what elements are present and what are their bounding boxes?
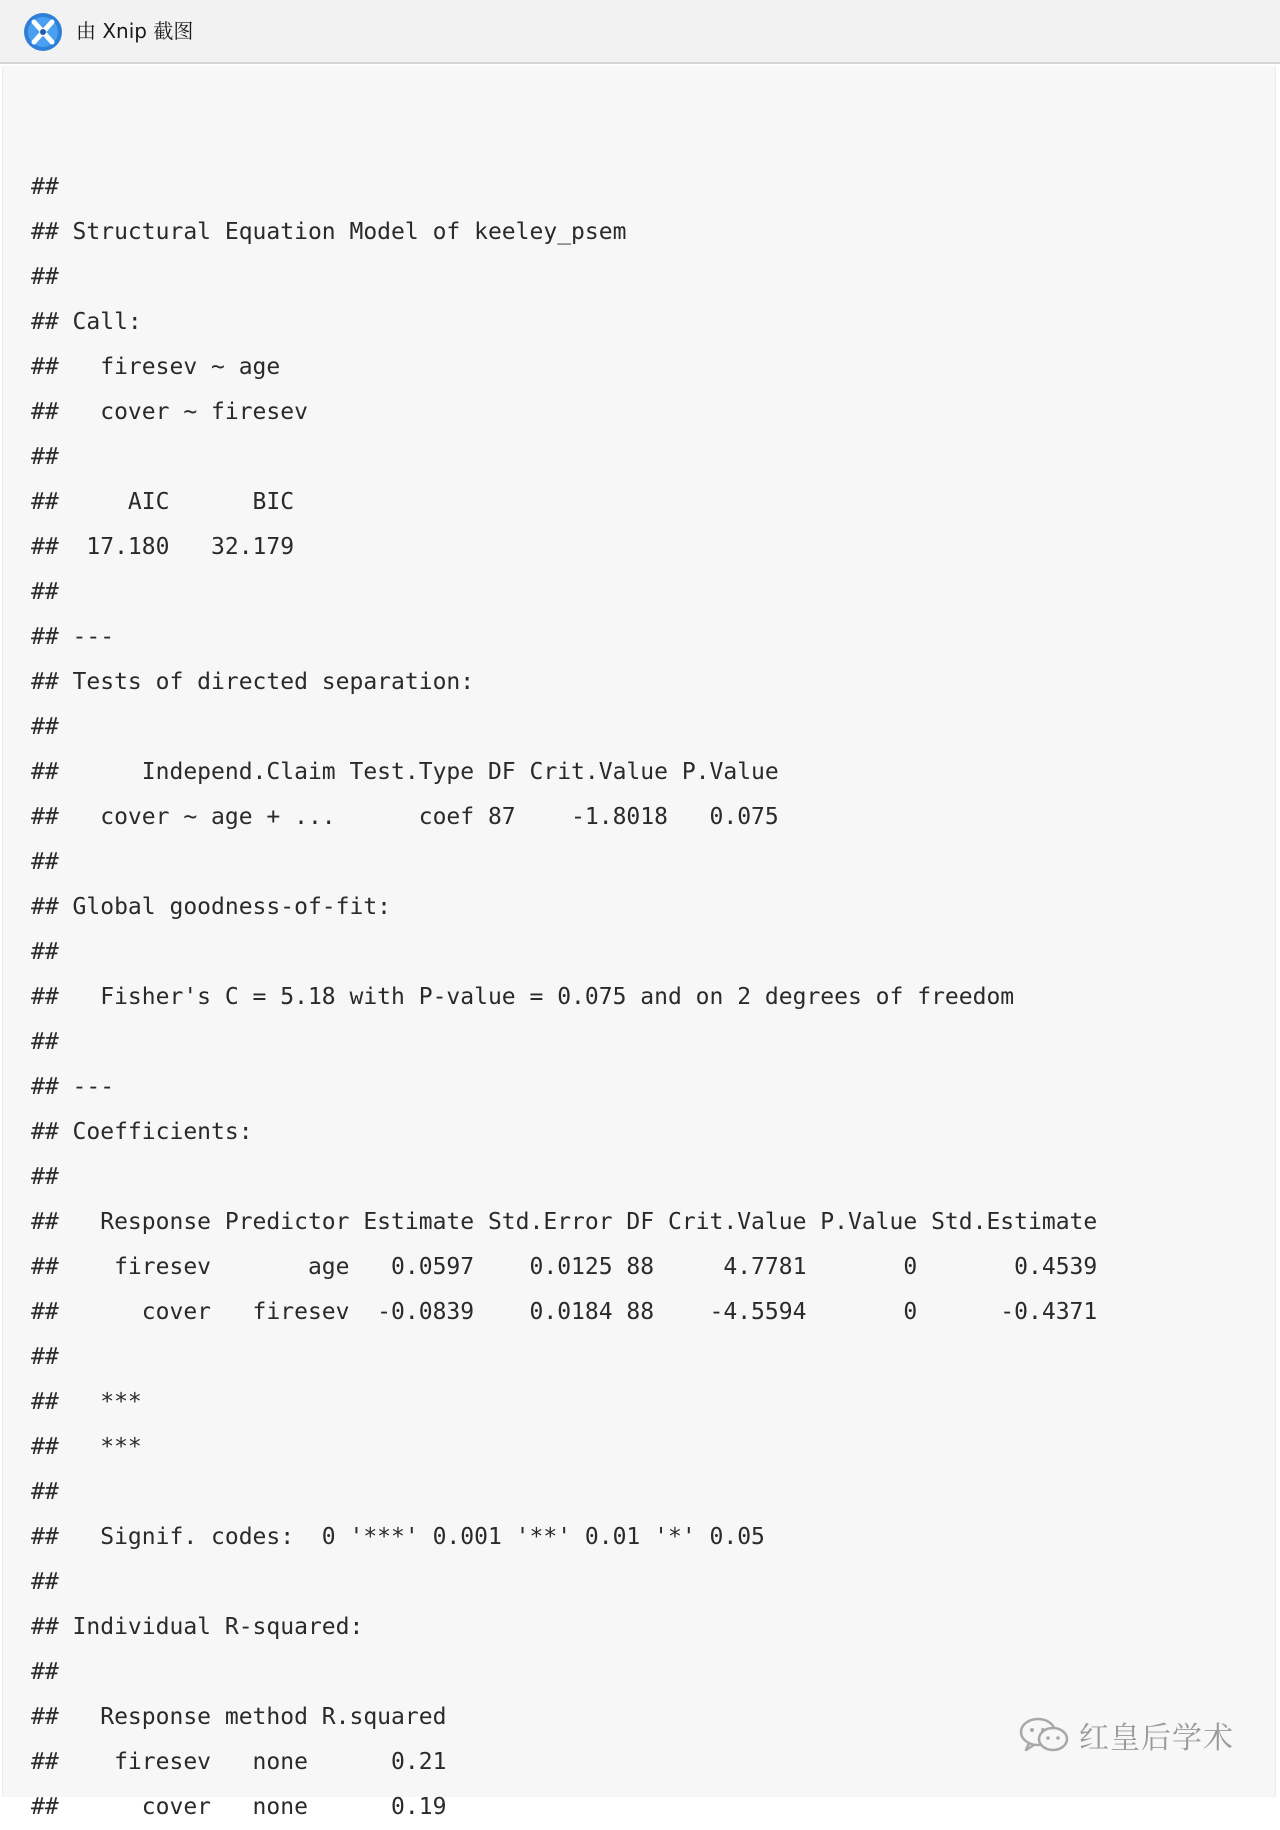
console-line: ## Call: xyxy=(31,309,142,335)
console-line: ## Fisher's C = 5.18 with P-value = 0.075 and on 2 degrees of freedom xyxy=(31,984,1015,1010)
console-line: ## Individual R-squared: xyxy=(31,1614,364,1640)
console-line: ## --- xyxy=(31,1074,115,1100)
console-line: ## xyxy=(31,849,59,875)
wechat-icon xyxy=(1017,1715,1071,1755)
console-line: ## xyxy=(31,579,59,605)
console-line: ## Structural Equation Model of keeley_psem xyxy=(31,219,627,245)
console-line: ## cover none 0.19 xyxy=(31,1794,447,1820)
console-line: ## firesev ~ age xyxy=(31,354,281,380)
console-line: ## firesev none 0.21 xyxy=(31,1749,447,1775)
console-line: ## *** xyxy=(31,1389,142,1415)
console-line: ## 17.180 32.179 xyxy=(31,534,295,560)
watermark-text: 红皇后学术 xyxy=(1079,1721,1234,1756)
console-line: ## xyxy=(31,1479,59,1505)
console-line: ## xyxy=(31,1569,59,1595)
console-line: ## cover ~ firesev xyxy=(31,399,308,425)
console-line: ## cover firesev -0.0839 0.0184 88 -4.5594 0 -0.4371 xyxy=(31,1299,1098,1325)
console-lines xyxy=(31,165,1097,1830)
console-line: ## --- xyxy=(31,624,115,650)
xnip-logo-icon[interactable] xyxy=(23,12,63,52)
console-line: ## Coefficients: xyxy=(31,1119,253,1145)
console-line: ## Signif. codes: 0 '***' 0.001 '**' 0.01 '*' 0.05 xyxy=(31,1524,765,1550)
console-line: ## cover ~ age + ... coef 87 -1.8018 0.075 xyxy=(31,804,779,830)
title-bar xyxy=(0,0,1280,64)
console-line: ## Tests of directed separation: xyxy=(31,669,475,695)
console-line: ## xyxy=(31,264,59,290)
console-line: ## Global goodness-of-fit: xyxy=(31,894,392,920)
console-line: ## xyxy=(31,939,59,965)
console-line: ## xyxy=(31,174,59,200)
console-line: ## xyxy=(31,1659,59,1685)
console-line: ## xyxy=(31,1344,59,1370)
console-line: ## xyxy=(31,444,59,470)
console-line: ## Response Predictor Estimate Std.Error DF Crit.Value P.Value Std.Estimate xyxy=(31,1209,1098,1235)
window-title: 由 Xnip 截图 xyxy=(76,19,194,43)
console-output-panel xyxy=(2,66,1276,1820)
console-line: ## xyxy=(31,1164,59,1190)
console-line: ## xyxy=(31,1029,59,1055)
watermark xyxy=(1017,1713,1234,1757)
console-line: ## firesev age 0.0597 0.0125 88 4.7781 0 0.4539 xyxy=(31,1254,1098,1280)
console-line: ## AIC BIC xyxy=(31,489,295,515)
console-line: ## Response method R.squared xyxy=(31,1704,447,1730)
console-line: ## Independ.Claim Test.Type DF Crit.Value P.Value xyxy=(31,759,779,785)
console-line: ## *** xyxy=(31,1434,142,1460)
console-line: ## xyxy=(31,714,59,740)
